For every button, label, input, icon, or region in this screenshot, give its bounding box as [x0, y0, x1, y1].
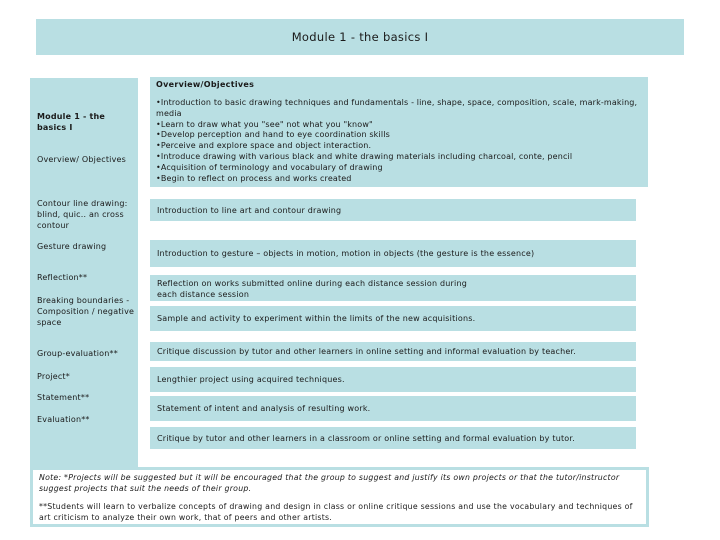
sidebar-item-breaking-boundaries: Breaking boundaries - Composition / negative space — [37, 296, 135, 327]
content-row-contour — [150, 199, 636, 221]
content-row-gesture — [150, 240, 636, 267]
overview-header — [150, 77, 648, 97]
content-row-text: Introduction to gesture – objects in motion, motion in objects (the gesture is the essence) — [157, 249, 535, 258]
sidebar-item-gesture: Gesture drawing — [37, 242, 107, 251]
sidebar-item-evaluation: Evaluation** — [37, 415, 90, 424]
note-students: **Students will learn to verbalize concepts of drawing and design in class or online critique sessions and use the vocabulary and techniques of art criticism to analyze their own work, that of peers and other artists. — [39, 502, 633, 522]
content-row-text: Critique by tutor and other learners in a classroom or online setting and formal evaluation by tutor. — [157, 434, 575, 443]
content-row-text: Sample and activity to experiment within the limits of the new acquisitions. — [157, 314, 476, 323]
note-projects: Note: *Projects will be suggested but it will be encouraged that the group to suggest and justify its own projects or that the tutor/instructor suggest projects that suit the needs of their group. — [39, 473, 620, 493]
content-row-text: Reflection on works submitted online during each distance session during each distance session — [157, 279, 468, 299]
content-row-text: Lengthier project using acquired techniques. — [157, 375, 345, 384]
sidebar-item-project: Project* — [37, 372, 70, 381]
objectives-list — [150, 97, 648, 184]
content-row-reflection — [150, 275, 636, 301]
content-row-text: Introduction to line art and contour drawing — [157, 206, 342, 215]
objective-item: • Acquisition of terminology and vocabulary of drawing — [156, 163, 648, 174]
objective-item: • Develop perception and hand to eye coordination skills — [156, 130, 648, 141]
objective-item: • Begin to reflect on process and works created — [156, 174, 648, 185]
content-row-text: Statement of intent and analysis of resulting work. — [157, 404, 371, 413]
content-row-statement — [150, 396, 636, 421]
sidebar-item-overview: Overview/ Objectives — [37, 155, 127, 164]
objective-item: • Introduction to basic drawing techniques and fundamentals - line, shape, space, composition, scale, mark-making, media — [156, 98, 648, 120]
sidebar-item-group-evaluation: Group-evaluation** — [37, 349, 118, 358]
objective-item: • Introduce drawing with various black and white drawing materials including charcoal, conte, pencil — [156, 152, 648, 163]
content-row-group-evaluation — [150, 342, 636, 361]
sidebar-item-statement: Statement** — [37, 393, 90, 402]
page-title — [36, 19, 684, 55]
content-row-text: Critique discussion by tutor and other learners in online setting and informal evaluation by teacher. — [157, 347, 577, 356]
objective-item: • Learn to draw what you "see" not what you "know" — [156, 120, 648, 131]
page-title-text: Module 1 - the basics I — [291, 30, 429, 44]
sidebar-item-reflection: Reflection** — [37, 273, 88, 282]
objective-item: • Perceive and explore space and object interaction. — [156, 141, 648, 152]
sidebar-item-module: Module 1 - the basics I — [37, 112, 106, 132]
content-row-breaking-boundaries — [150, 306, 636, 331]
sidebar-item-contour: Contour line drawing: blind, quic.. an cross contour — [37, 199, 128, 230]
overview-header-label: Overview/Objectives — [156, 80, 255, 89]
content-row-evaluation — [150, 427, 636, 449]
content-row-project — [150, 367, 636, 392]
objectives-box — [150, 97, 648, 187]
note-box — [30, 467, 649, 527]
